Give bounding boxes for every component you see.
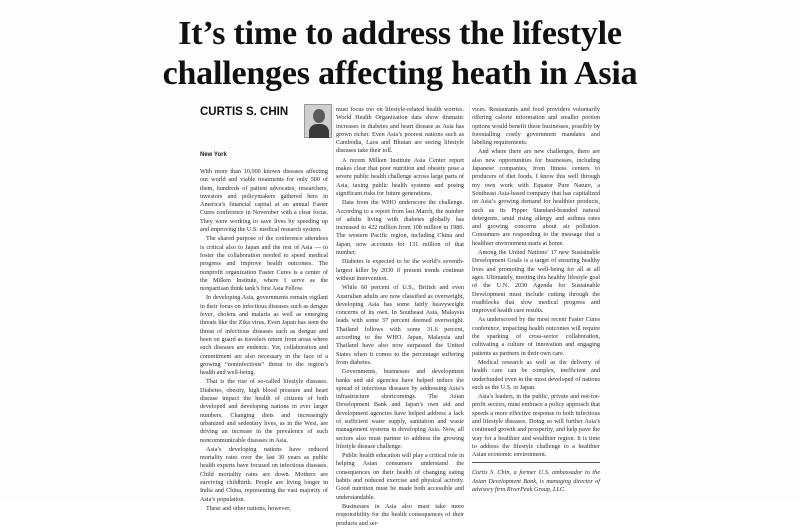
paragraph: As underscored by the most recent Faster Cures conference, impacting health outcomes will require the sparking of cross-sector collaboration, cultivating a culture of innovation and engaging patients as partners in their own care. — [472, 316, 600, 357]
paragraph: These and other nations, however, — [206, 504, 291, 512]
author-name: CURTIS S. CHIN — [200, 106, 289, 118]
photo-head-shape — [313, 109, 325, 123]
byline — [200, 106, 340, 146]
paragraph: While 60 percent of U.S., British and even Australian adults are now classified as overweight, developing Asia has some fairly heavyweight concerns of its own. In Southeast Asia, Malaysia leads with some 37 percent deemed overweight. Thailand follows with some 31.6 percent, according to the WHO. Japan, Malaysia and Thailand have also now surpassed the United States when it comes to the percentage suffering from diabetes. — [336, 284, 464, 366]
dateline: New York — [200, 152, 227, 158]
column-divider — [333, 106, 334, 486]
paragraph: The shared purpose of the conference attendees is critical also to Japan and the rest of Asia — to foster the collaboration needed to speed medical progress and improve health outcomes. The nonprofit organization Faster Cures is a center of the Milken Institute, where I serve as the nonpartisan think tank’s first Asia Fellow. — [200, 235, 328, 293]
author-bio: Curtis S. Chin, a former U.S. ambassador to the Asian Development Bank, is managing director of advisory firm RiverPeak Group, LLC. — [472, 469, 600, 494]
paragraph: Medical research as well as the delivery of health care can be complex, inefficient and underfunded even in the most developed of nations such as the U.S. or Japan. — [472, 358, 600, 391]
article-column-2 — [336, 106, 464, 527]
article-headline: It’s time to address the lifestyle challenges affecting heath in Asia — [162, 15, 638, 92]
paragraph: Data from the WHO underscore the challenge. According to a report from last March, the number of adults living with diabetes globally has increased to 422 million from 108 million in 1980. The western Pacific region, including China and Japan, now accounts for 131 million of that number. — [336, 199, 464, 257]
paragraph: Businesses in Asia also must take more responsibility for the health consequences of their products and ser- — [336, 502, 464, 527]
paragraph: In developing Asia, governments remain vigilant in their focus on infectious diseases such as dengue fever, cholera and malaria as well as emerging threats like the Zika virus. Even Japan has seen the threat of infectious diseases such as dengue and been on guard as travelers return from areas where such diseases are endemic. Yet, collaboration and commitment are also necessary in the face of a growing “noninfectious” threat to the region’s health and well-being. — [200, 294, 328, 377]
paragraph: vices. Restaurants and food providers voluntarily offering calorie information and smaller portion options would benefit these businesses, possibly by forestalling costly government mandates and labeling requirements. — [472, 106, 600, 147]
paragraph: Asia’s developing nations have reduced mortality rates over the last 30 years as public health experts have focused on infectious diseases. Child mortality rates are down. Mothers are surviving childbirth. People are living longer in India and China, representing the vast majority of Asia’s population. — [200, 445, 328, 503]
photo-body-shape — [309, 124, 329, 138]
paragraph: Among the United Nations’ 17 new Sustainable Development Goals is a target of ensuring healthy lives and promoting the well-being for all at all ages. Ultimately, meeting this healthy lifestyle goal of the U.N. 2030 Agenda for Sustainable Development must include cutting through the roadblocks that slow medical progress and improved health care results. — [472, 249, 600, 315]
column-divider — [469, 106, 470, 486]
article-column-1 — [200, 168, 328, 512]
paragraph: Governments, businesses and development banks and aid agencies have helped reduce the spread of infectious diseases by addressing Asia’s infrastructure shortcomings. The Asian Development Bank and Japan’s own aid and development agencies have helped address a lack of sufficient water supply, sanitation and waste management systems in developing Asia. Now, all sectors also must partner to address the growing lifestyle disease challenge. — [336, 368, 464, 450]
paragraph: With more than 10,000 known diseases affecting our world and viable treatments for only 500 of them, hundreds of patient advocates, researchers, investors and policymakers gathered here in America’s financial capital at an annual Faster Cures conference in November with a clear focus. They were working to save lives by speeding up and improving the U.S. medical research system. — [200, 168, 328, 234]
author-photo — [304, 104, 332, 138]
paragraph: A recent Milken Institute Asia Center report makes clear that poor nutrition and obesity pose a severe public health challenge across large parts of Asia, taxing public health systems and posing significant risks for future generations. — [336, 156, 464, 197]
paragraph: must focus too on lifestyle-related health worries. World Health Organization data show dramatic increases in diabetes and heart disease as Asia has grown richer. Even Asia’s poorest nations such as Cambodia, Laos and Bhutan are seeing lifestyle diseases take their toll. — [336, 106, 464, 155]
article-column-3 — [472, 106, 600, 492]
bio-divider — [472, 462, 600, 463]
paragraph: Asia’s leaders, in the public, private and not-for-profit sectors, must embrace a policy approach that speeds a more effective response to both infectious and lifestyle diseases. Doing so will further Asia’s continued growth and prosperity, and help pave the way for a healthier and wealthier region. It is time to address the lifestyle challenge to a healthier Asian economic environment. — [472, 393, 600, 459]
paragraph: Diabetes is expected to be the world’s seventh-largest killer by 2030 if present trends continue without intervention. — [336, 258, 464, 282]
paragraph: And where there are new challenges, there are also new opportunities for businesses, including Japanese companies, from fitness centers to producers of diet foods. I know this well through my own work with Equator Pure Nature, a Southeast Asia-based company that has capitalized on Asia’s growing demand for healthier products, such as its Pipper Standard-branded natural detergents, amid rising allergy and asthma rates and growing concerns about air pollution. Consumers are responding to the message that a healthier environment starts at home. — [472, 148, 600, 247]
paragraph: That is the rise of so-called lifestyle diseases. Diabetes, obesity, high blood pressure and heart disease impact the health of citizens of both developed and developing nations in ever larger numbers. Changing diets and increasingly urbanized and sedentary lives, as in the West, are driving an increase in the prevalence of such noncommunicable diseases in Asia. — [200, 378, 328, 444]
paragraph: Public health education will play a critical role in helping Asian consumers understand the consequences on their health of changing eating habits and reduced exercise and physical activity. Good nutrition must be made both accessible and understandable. — [336, 452, 464, 501]
